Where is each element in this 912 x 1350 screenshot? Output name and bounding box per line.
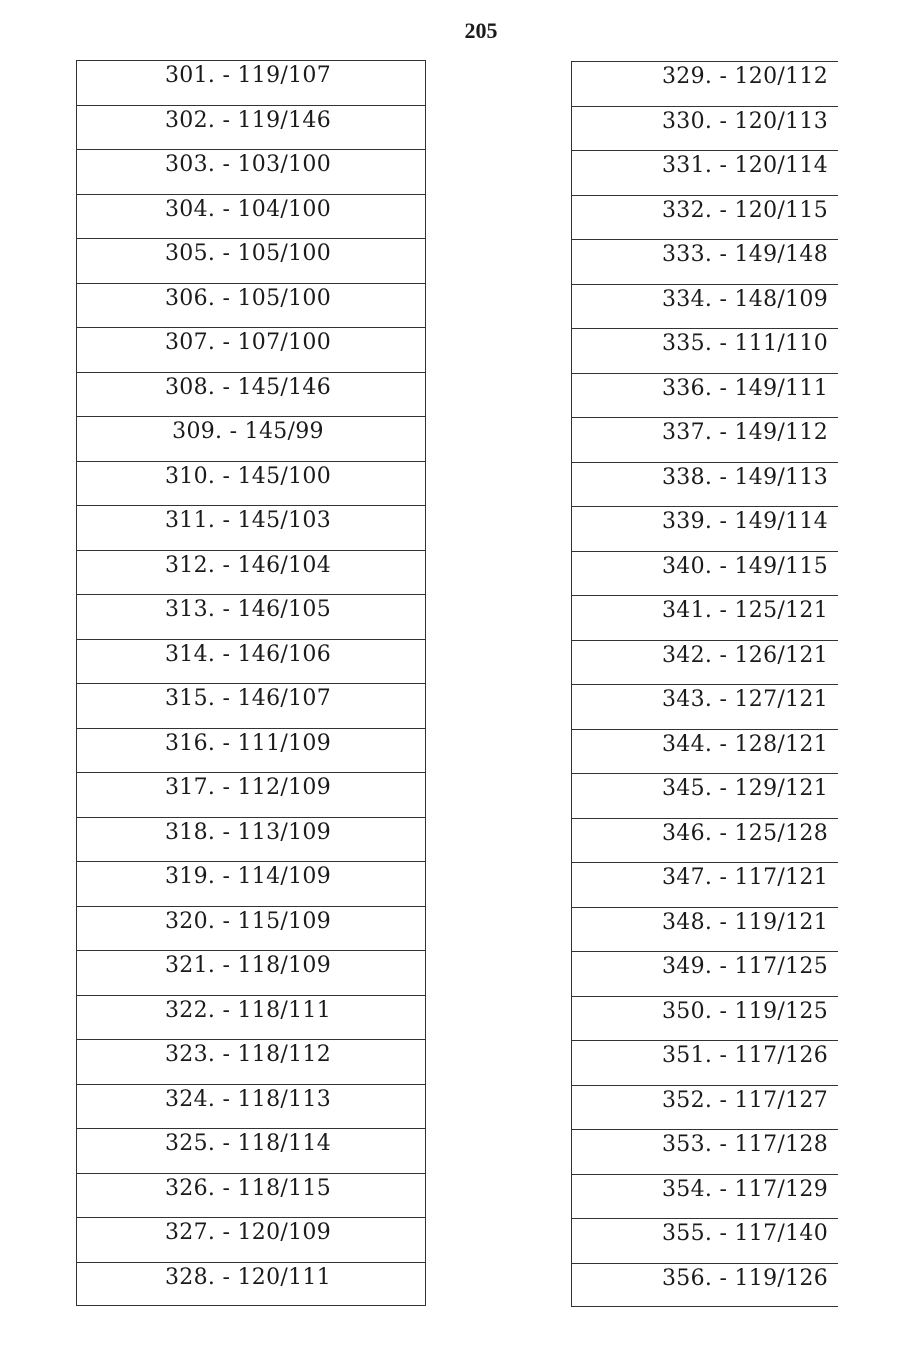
entry-text: 344. - 128/121: [662, 731, 828, 757]
entry-text: 324. - 118/113: [165, 1086, 331, 1112]
entry-text: 341. - 125/121: [662, 598, 828, 623]
table-row: [572, 1174, 838, 1219]
table-row: [77, 906, 425, 951]
table-row: [572, 1218, 838, 1263]
entry-text: 320. - 115/109: [165, 908, 331, 934]
entry-text: 326. - 118/115: [165, 1175, 331, 1201]
table-row: [572, 61, 838, 106]
table-row: [77, 594, 425, 639]
table-row: [77, 995, 425, 1040]
table-row: [572, 1129, 838, 1174]
table-row: [77, 1084, 425, 1129]
table-row: [572, 239, 838, 284]
table-row: [572, 773, 838, 818]
page-number: 205: [464, 18, 498, 43]
entry-text: 310. - 145/100: [165, 463, 331, 489]
table-row: [572, 907, 838, 952]
entry-text: 318. - 113/109: [165, 819, 331, 845]
entry-text: 305. - 105/100: [165, 241, 331, 266]
table-row: [572, 1085, 838, 1130]
table-row: [77, 550, 425, 595]
left-entry-column: [76, 60, 426, 1306]
entry-text: 340. - 149/115: [662, 553, 828, 579]
table-row: [77, 149, 425, 194]
table-row: [572, 417, 838, 462]
table-row: [572, 684, 838, 729]
table-row: [77, 60, 425, 105]
entry-text: 307. - 107/100: [165, 330, 331, 355]
entry-text: 355. - 117/140: [662, 1221, 828, 1246]
entry-text: 308. - 145/146: [165, 374, 331, 400]
table-row: [572, 150, 838, 195]
entry-text: 332. - 120/115: [662, 197, 828, 223]
entry-text: 301. - 119/107: [165, 63, 331, 88]
entry-text: 347. - 117/121: [662, 865, 828, 890]
entry-text: 304. - 104/100: [165, 196, 331, 222]
entry-text: 319. - 114/109: [165, 864, 331, 889]
entry-text: 353. - 117/128: [662, 1132, 828, 1157]
table-row: [572, 328, 838, 373]
entry-text: 317. - 112/109: [165, 775, 331, 800]
table-row: [572, 506, 838, 551]
table-row: [77, 461, 425, 506]
table-row: [77, 238, 425, 283]
entry-text: 345. - 129/121: [662, 776, 828, 801]
table-row: [77, 861, 425, 906]
entry-text: 352. - 117/127: [662, 1087, 828, 1113]
table-row: [572, 1040, 838, 1085]
entry-text: 331. - 120/114: [662, 153, 828, 178]
table-row: [572, 106, 838, 151]
entry-text: 348. - 119/121: [662, 909, 828, 935]
table-row: [77, 505, 425, 550]
entry-text: 330. - 120/113: [662, 108, 828, 134]
table-row: [77, 1217, 425, 1262]
entry-text: 327. - 120/109: [165, 1220, 331, 1245]
table-row: [77, 728, 425, 773]
table-row: [77, 683, 425, 728]
entry-text: 315. - 146/107: [165, 686, 331, 711]
table-row: [77, 372, 425, 417]
table-row: [572, 862, 838, 907]
entry-text: 343. - 127/121: [662, 687, 828, 712]
table-row: [77, 1128, 425, 1173]
entry-text: 342. - 126/121: [662, 642, 828, 668]
entry-text: 328. - 120/111: [165, 1264, 331, 1290]
entry-text: 322. - 118/111: [165, 997, 331, 1023]
entry-text: 333. - 149/148: [662, 242, 828, 267]
entry-text: 321. - 118/109: [165, 953, 331, 978]
right-entry-column: [571, 61, 838, 1307]
entry-text: 338. - 149/113: [662, 464, 828, 490]
table-row: [77, 950, 425, 995]
table-row: [572, 551, 838, 596]
entry-text: 311. - 145/103: [165, 508, 331, 533]
entry-text: 312. - 146/104: [165, 552, 331, 578]
table-row: [572, 818, 838, 863]
table-row: [77, 283, 425, 328]
entry-text: 351. - 117/126: [662, 1043, 828, 1068]
table-row: [77, 194, 425, 239]
table-row: [77, 639, 425, 684]
table-row: [77, 817, 425, 862]
entry-text: 334. - 148/109: [662, 286, 828, 312]
entry-text: 339. - 149/114: [662, 509, 828, 534]
table-row: [77, 1173, 425, 1218]
entry-text: 316. - 111/109: [165, 730, 331, 756]
entry-text: 356. - 119/126: [662, 1265, 828, 1291]
entry-text: 346. - 125/128: [662, 820, 828, 846]
entry-text: 335. - 111/110: [662, 331, 828, 356]
table-row: [77, 416, 425, 461]
entry-text: 349. - 117/125: [662, 954, 828, 979]
table-row: [77, 1262, 425, 1307]
entry-text: 354. - 117/129: [662, 1176, 828, 1202]
entry-text: 309. - 145/99: [172, 419, 324, 444]
table-row: [572, 1263, 838, 1308]
entry-text: 336. - 149/111: [662, 375, 828, 401]
table-row: [572, 373, 838, 418]
table-row: [77, 327, 425, 372]
entry-text: 303. - 103/100: [165, 152, 331, 177]
entry-text: 325. - 118/114: [165, 1131, 331, 1156]
entry-text: 329. - 120/112: [662, 64, 828, 89]
table-row: [572, 195, 838, 240]
table-row: [572, 951, 838, 996]
entry-text: 323. - 118/112: [165, 1042, 331, 1067]
table-row: [77, 105, 425, 150]
entry-text: 350. - 119/125: [662, 998, 828, 1024]
entry-text: 313. - 146/105: [165, 597, 331, 622]
entry-text: 337. - 149/112: [662, 420, 828, 445]
table-row: [77, 772, 425, 817]
table-row: [572, 640, 838, 685]
entry-text: 306. - 105/100: [165, 285, 331, 311]
table-row: [77, 1039, 425, 1084]
entry-text: 314. - 146/106: [165, 641, 331, 667]
table-row: [572, 729, 838, 774]
table-row: [572, 996, 838, 1041]
table-row: [572, 595, 838, 640]
table-row: [572, 284, 838, 329]
table-row: [572, 462, 838, 507]
entry-text: 302. - 119/146: [165, 107, 331, 133]
